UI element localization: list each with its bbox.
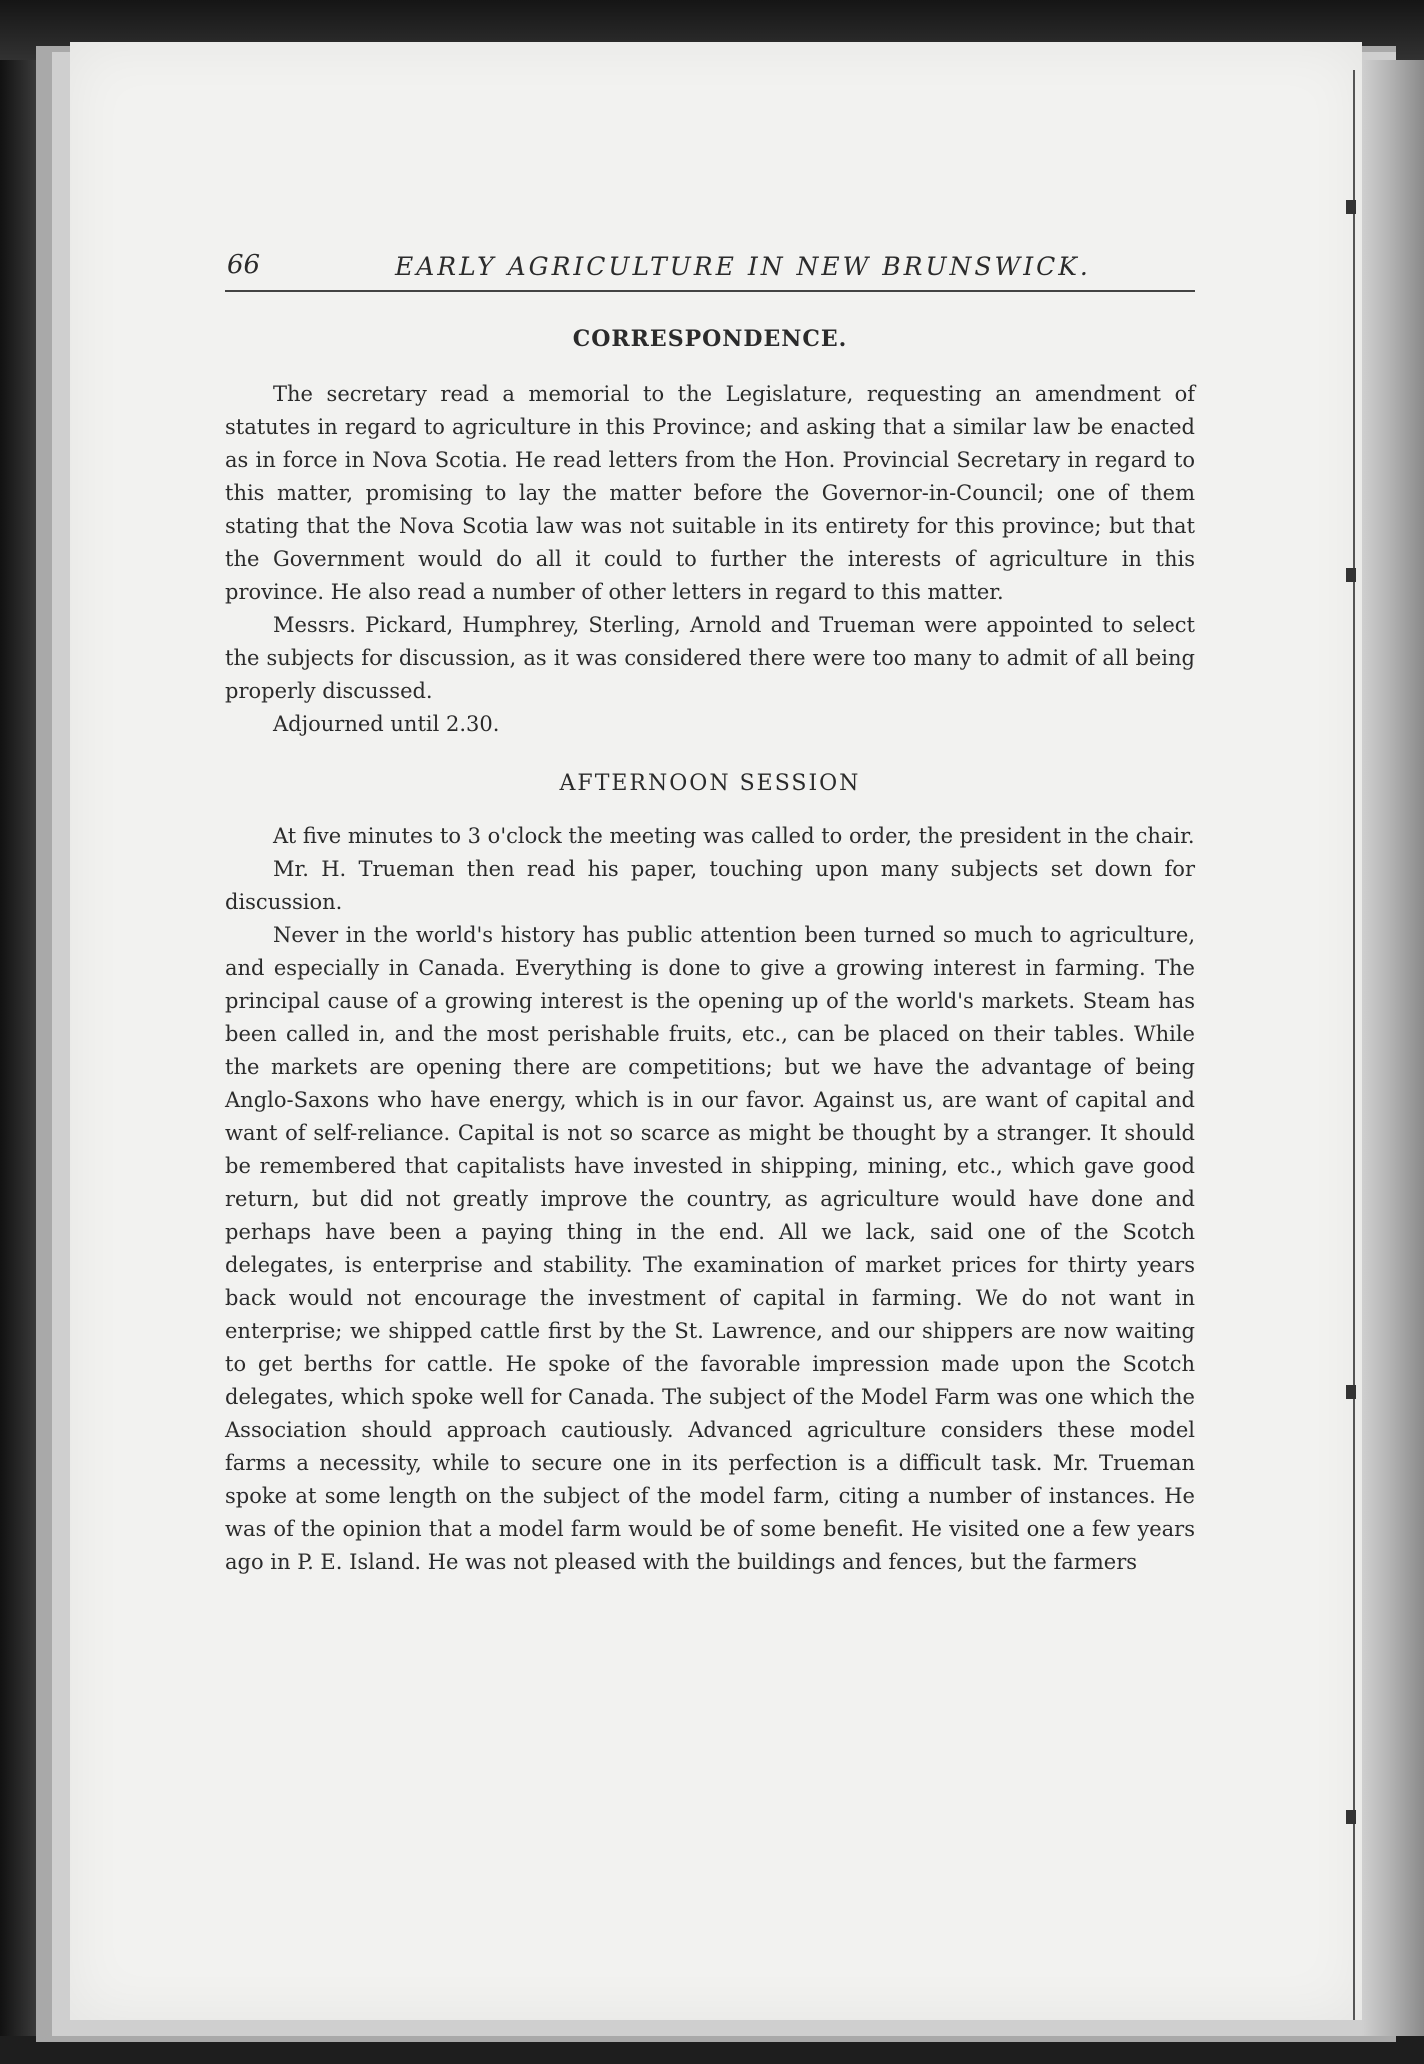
section-heading-afternoon: AFTERNOON SESSION xyxy=(559,771,861,796)
gutter-mark xyxy=(1346,568,1356,582)
running-title: EARLY AGRICULTURE IN NEW BRUNSWICK. xyxy=(395,252,1091,281)
page-number: 66 xyxy=(227,250,261,280)
page-header xyxy=(225,250,1195,292)
paragraph: Messrs. Pickard, Humphrey, Sterling, Arnold and Trueman were appointed to select the subjects for discussion, as it was considered there were too many to admit of all being properly discussed. xyxy=(225,613,1195,703)
gutter-mark xyxy=(1346,1385,1356,1399)
book-binding-strip xyxy=(1362,60,1424,2036)
paragraph: The secretary read a memorial to the Legislature, requesting an amendment of statutes in regard to agriculture in this Province; and asking that a similar law be enacted as in force in Nova Scotia. He read letters from the Hon. Provincial Secretary in regard to this matter, promising to lay the matter before the Governor-in-Council; one of them stating that the Nova Scotia law was not suitable in its entirety for this province; but that the Government would do all it could to further the interests of agriculture in this province. He also read a number of other letters in regard to this matter. xyxy=(225,382,1195,604)
paragraph: Never in the world's history has public attention been turned so much to agriculture, and especially in Canada. Everything is done to give a growing interest in farming. The principal cause of a growing interest is the opening up of the world's markets. Steam has been called in, and the most perishable fruits, etc., can be placed on their tables. While the markets are opening there are competitions; but we have the advantage of being Anglo-Saxons who have energy, which is in our favor. Against us, are want of capital and want of self-reliance. Capital is not so scarce as might be thought by a stranger. It should be remembered that capitalists have invested in shipping, mining, etc., which gave good return, but did not greatly improve the country, as agriculture would have done and perhaps have been a paying thing in the end. All we lack, said one of the Scotch delegates, is enterprise and stability. The examination of market prices for thirty years back would not encourage the investment of capital in farming. We do not want in enterprise; we shipped cattle first by the St. Lawrence, and our shippers are now waiting to get berths for cattle. He spoke of the favorable impression made upon the Scotch delegates, which spoke well for Canada. The subject of the Model Farm was one which the Association should approach cautiously. Advanced agriculture considers these model farms a necessity, while to secure one in its perfection is a difficult task. Mr. Trueman spoke at some length on the subject of the model farm, citing a number of instances. He was of the opinion that a model farm would be of some benefit. He visited one a few years ago in P. E. Island. He was not pleased with the buildings and fences, but the farmers xyxy=(225,923,1195,1574)
paragraph: At five minutes to 3 o'clock the meeting was called to order, the president in the chair. xyxy=(273,824,1195,848)
paragraph: Mr. H. Trueman then read his paper, touching upon many subjects set down for discussion. xyxy=(225,857,1195,914)
scanner-left-border xyxy=(0,60,36,2050)
paragraph: Adjourned until 2.30. xyxy=(273,712,500,736)
section-heading-correspondence: CORRESPONDENCE. xyxy=(572,326,848,352)
page-content xyxy=(225,250,1195,1579)
gutter-mark xyxy=(1346,200,1356,214)
page-gutter-line xyxy=(1353,70,1355,2020)
gutter-mark xyxy=(1346,1810,1356,1824)
